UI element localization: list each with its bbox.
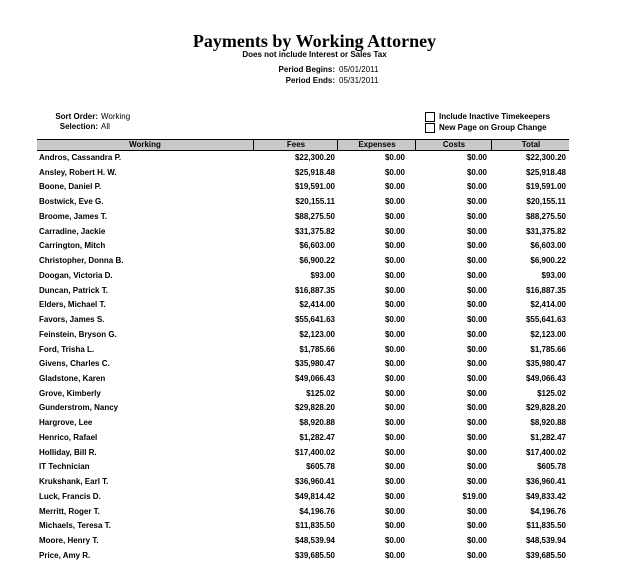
cell-expenses: $0.00	[384, 403, 405, 413]
table-row	[37, 461, 569, 476]
cell-expenses: $0.00	[384, 506, 405, 516]
cell-total: $605.78	[537, 462, 566, 472]
table-row	[37, 255, 569, 270]
cell-expenses: $0.00	[384, 197, 405, 207]
period-values	[339, 64, 378, 86]
cell-expenses: $0.00	[384, 462, 405, 472]
cell-expenses: $0.00	[384, 329, 405, 339]
cell-fees: $17,400.02	[294, 447, 335, 457]
cell-working: Christopher, Donna B.	[39, 256, 124, 266]
cell-fees: $49,066.43	[294, 374, 335, 384]
cell-total: $1,282.47	[530, 432, 566, 442]
cell-costs: $0.00	[466, 167, 487, 177]
cell-costs: $0.00	[466, 344, 487, 354]
cell-expenses: $0.00	[384, 359, 405, 369]
cell-fees: $6,603.00	[299, 241, 335, 251]
cell-expenses: $0.00	[384, 374, 405, 384]
cell-working: Krukshank, Earl T.	[39, 477, 109, 487]
cell-expenses: $0.00	[384, 315, 405, 325]
cell-costs: $0.00	[466, 241, 487, 251]
table-row	[37, 506, 569, 521]
cell-fees: $22,300.20	[294, 153, 335, 162]
cell-expenses: $0.00	[384, 418, 405, 428]
cell-expenses: $0.00	[384, 285, 405, 295]
cell-fees: $19,591.00	[294, 182, 335, 192]
cell-fees: $6,900.22	[299, 256, 335, 266]
table-row	[37, 388, 569, 403]
cell-expenses: $0.00	[384, 211, 405, 221]
column-header-fees: Fees	[253, 140, 338, 150]
cell-working: Henrico, Rafael	[39, 432, 98, 442]
report-title: Payments by Working Attorney	[192, 31, 437, 51]
cell-total: $11,835.50	[526, 521, 566, 531]
cell-total: $1,785.66	[530, 344, 566, 354]
cell-working: Doogan, Victoria D.	[39, 270, 113, 280]
cell-working: Price, Amy R.	[39, 550, 91, 560]
column-header-expenses: Expenses	[337, 140, 416, 150]
cell-working: Ford, Trisha L.	[39, 344, 95, 354]
cell-fees: $88,275.50	[294, 211, 335, 221]
new-page-label: New Page on Group Change	[439, 123, 547, 132]
cell-costs: $0.00	[466, 462, 487, 472]
cell-costs: $0.00	[466, 285, 487, 295]
cell-expenses: $0.00	[384, 153, 405, 162]
period-begins-value: 05/01/2011	[339, 65, 379, 74]
table-header	[37, 139, 569, 151]
table-row	[37, 314, 569, 329]
table-row	[37, 285, 569, 300]
table-row	[37, 550, 569, 565]
cell-working: Andros, Cassandra P.	[39, 153, 122, 162]
cell-expenses: $0.00	[384, 550, 405, 560]
cell-working: Givens, Charles C.	[39, 359, 110, 369]
cell-costs: $0.00	[466, 153, 487, 162]
cell-fees: $39,685.50	[294, 550, 335, 560]
table-row	[37, 535, 569, 550]
cell-expenses: $0.00	[384, 226, 405, 236]
cell-fees: $1,785.66	[299, 344, 335, 354]
cell-costs: $0.00	[466, 270, 487, 280]
cell-total: $4,196.76	[530, 506, 566, 516]
table-row	[37, 226, 569, 241]
cell-total: $55,641.63	[525, 315, 566, 325]
report-subtitle: Does not include Interest or Sales Tax	[242, 50, 387, 59]
cell-total: $39,685.50	[525, 550, 566, 560]
cell-costs: $0.00	[466, 447, 487, 457]
cell-fees: $1,282.47	[299, 432, 335, 442]
cell-expenses: $0.00	[384, 388, 405, 398]
cell-total: $49,833.42	[525, 491, 566, 501]
cell-expenses: $0.00	[384, 447, 405, 457]
period-begins-label: Period Begins:	[278, 65, 335, 74]
cell-costs: $0.00	[466, 211, 487, 221]
cell-fees: $16,887.35	[294, 285, 335, 295]
cell-expenses: $0.00	[384, 300, 405, 310]
cell-working: Broome, James T.	[39, 211, 108, 221]
sort-order-label: Sort Order:	[55, 112, 98, 121]
table-row	[37, 402, 569, 417]
cell-costs: $0.00	[466, 432, 487, 442]
cell-fees: $25,918.48	[294, 167, 335, 177]
cell-working: Gladstone, Karen	[39, 374, 106, 384]
cell-fees: $29,828.20	[294, 403, 335, 413]
cell-working: Boone, Daniel P.	[39, 182, 102, 192]
cell-expenses: $0.00	[384, 536, 405, 546]
cell-fees: $125.02	[306, 388, 335, 398]
cell-costs: $0.00	[466, 418, 487, 428]
cell-working: Feinstein, Bryson G.	[39, 329, 117, 339]
table-row	[37, 152, 569, 167]
cell-total: $20,155.11	[526, 197, 566, 207]
cell-total: $6,603.00	[530, 241, 566, 251]
cell-working: Bostwick, Eve G.	[39, 197, 104, 207]
table-row	[37, 329, 569, 344]
cell-total: $2,414.00	[530, 300, 566, 310]
cell-expenses: $0.00	[384, 241, 405, 251]
cell-fees: $49,814.42	[294, 491, 335, 501]
cell-working: Hargrove, Lee	[39, 418, 93, 428]
cell-total: $17,400.02	[525, 447, 566, 457]
cell-expenses: $0.00	[384, 167, 405, 177]
cell-total: $48,539.94	[525, 536, 566, 546]
cell-costs: $0.00	[466, 374, 487, 384]
cell-total: $6,900.22	[530, 256, 566, 266]
table-row	[37, 491, 569, 506]
report-options	[425, 111, 550, 133]
table-row	[37, 181, 569, 196]
table-row	[37, 211, 569, 226]
cell-costs: $0.00	[466, 300, 487, 310]
cell-fees: $35,980.47	[294, 359, 335, 369]
cell-working: Gunderstrom, Nancy	[39, 403, 119, 413]
cell-total: $2,123.00	[530, 329, 566, 339]
cell-total: $25,918.48	[525, 167, 566, 177]
table-row	[37, 270, 569, 285]
cell-expenses: $0.00	[384, 477, 405, 487]
cell-working: Favors, James S.	[39, 315, 105, 325]
cell-costs: $0.00	[466, 359, 487, 369]
cell-working: Carradine, Jackie	[39, 226, 106, 236]
table-body	[37, 152, 569, 565]
table-row	[37, 344, 569, 359]
cell-expenses: $0.00	[384, 256, 405, 266]
table-row	[37, 373, 569, 388]
cell-expenses: $0.00	[384, 182, 405, 192]
cell-costs: $0.00	[466, 506, 487, 516]
table-row	[37, 432, 569, 447]
cell-costs: $0.00	[466, 521, 487, 531]
cell-working: Luck, Francis D.	[39, 491, 101, 501]
cell-fees: $55,641.63	[294, 315, 335, 325]
cell-costs: $0.00	[466, 315, 487, 325]
cell-costs: $0.00	[466, 388, 487, 398]
cell-total: $125.02	[537, 388, 566, 398]
cell-working: Carrington, Mitch	[39, 241, 106, 251]
period-ends-value: 05/31/2011	[339, 76, 379, 85]
cell-fees: $2,123.00	[299, 329, 335, 339]
cell-costs: $0.00	[466, 329, 487, 339]
table-row	[37, 520, 569, 535]
cell-total: $88,275.50	[525, 211, 566, 221]
column-header-working: Working	[129, 140, 161, 149]
cell-working: Holliday, Bill R.	[39, 447, 97, 457]
cell-costs: $0.00	[466, 477, 487, 487]
cell-fees: $11,835.50	[295, 521, 335, 531]
cell-total: $19,591.00	[525, 182, 566, 192]
cell-fees: $48,539.94	[294, 536, 335, 546]
cell-total: $35,980.47	[525, 359, 566, 369]
table-row	[37, 240, 569, 255]
cell-working: Ansley, Robert H. W.	[39, 167, 117, 177]
cell-expenses: $0.00	[384, 270, 405, 280]
cell-costs: $0.00	[466, 182, 487, 192]
table-row	[37, 447, 569, 462]
cell-expenses: $0.00	[384, 432, 405, 442]
table-row	[37, 299, 569, 314]
cell-expenses: $0.00	[384, 491, 405, 501]
cell-expenses: $0.00	[384, 521, 405, 531]
cell-fees: $31,375.82	[294, 226, 335, 236]
cell-working: IT Technician	[39, 462, 90, 472]
period-ends-label: Period Ends:	[285, 76, 335, 85]
include-inactive-label: Include Inactive Timekeepers	[439, 112, 551, 121]
cell-total: $16,887.35	[525, 285, 566, 295]
cell-fees: $2,414.00	[299, 300, 335, 310]
cell-costs: $19.00	[462, 491, 487, 501]
cell-total: $8,920.88	[530, 418, 566, 428]
cell-costs: $0.00	[466, 226, 487, 236]
table-row	[37, 167, 569, 182]
cell-working: Duncan, Patrick T.	[39, 285, 108, 295]
table-row	[37, 358, 569, 373]
selection-label: Selection:	[59, 122, 98, 131]
column-header-total: Total	[491, 140, 570, 150]
cell-expenses: $0.00	[384, 344, 405, 354]
table-row	[37, 476, 569, 491]
selection-value: All	[101, 122, 110, 131]
column-header-costs: Costs	[415, 140, 492, 150]
cell-total: $36,960.41	[525, 477, 566, 487]
cell-fees: $4,196.76	[299, 506, 335, 516]
cell-costs: $0.00	[466, 403, 487, 413]
cell-fees: $8,920.88	[299, 418, 335, 428]
cell-working: Elders, Michael T.	[39, 300, 106, 310]
sort-info	[30, 112, 130, 132]
cell-costs: $0.00	[466, 256, 487, 266]
cell-working: Michaels, Teresa T.	[39, 521, 111, 531]
cell-total: $93.00	[541, 270, 566, 280]
table-row	[37, 196, 569, 211]
cell-working: Moore, Henry T.	[39, 536, 99, 546]
cell-fees: $36,960.41	[294, 477, 335, 487]
period-labels	[247, 64, 335, 86]
cell-fees: $605.78	[306, 462, 335, 472]
cell-total: $22,300.20	[525, 153, 566, 162]
cell-working: Merritt, Roger T.	[39, 506, 100, 516]
cell-costs: $0.00	[466, 197, 487, 207]
table-row	[37, 417, 569, 432]
cell-total: $31,375.82	[525, 226, 566, 236]
cell-total: $49,066.43	[525, 374, 566, 384]
sort-order-value: Working	[101, 112, 131, 121]
cell-costs: $0.00	[466, 536, 487, 546]
cell-working: Grove, Kimberly	[39, 388, 101, 398]
new-page-checkbox[interactable]	[425, 123, 435, 133]
include-inactive-checkbox[interactable]	[425, 112, 435, 122]
cell-fees: $20,155.11	[295, 197, 335, 207]
cell-total: $29,828.20	[525, 403, 566, 413]
cell-costs: $0.00	[466, 550, 487, 560]
cell-fees: $93.00	[310, 270, 335, 280]
